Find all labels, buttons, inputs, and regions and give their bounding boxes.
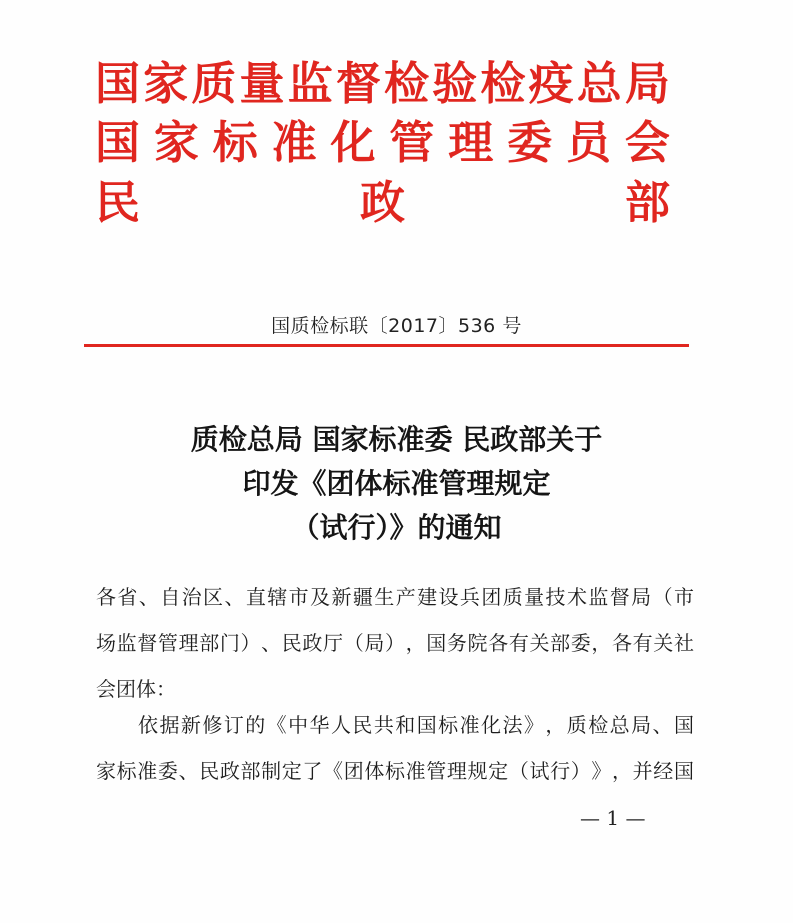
issuer-2: 国 家 标 准 化 管 理 委 员 会 [95, 116, 670, 169]
body-line-2: 场 监 督 管 理 部 门 ） 、 民 政 厅 （ 局 ） ， 国 务 院 各 有 关 部 委 ， 各 有 关 社 [96, 631, 694, 655]
page-number: — 1 — [580, 806, 646, 830]
body-line-3: 会团体： [96, 677, 176, 701]
red-divider [84, 344, 689, 347]
title-line-3: （试行）》的通知 [291, 511, 502, 544]
body-line-1: 各 省 、 自 治 区 、 直 辖 市 及 新 疆 生 产 建 设 兵 团 质 量 技 术 监 督 局 （ 市 [96, 585, 694, 609]
body-line-4: 依 据 新 修 订 的 《 中 华 人 民 共 和 国 标 准 化 法 》 ， 质 检 总 局 、 国 [138, 713, 694, 737]
issuer-1: 国 家 质 量 监 督 检 验 检 疫 总 局 [95, 57, 670, 110]
body-line-5: 家 标 准 委 、 民 政 部 制 定 了 《 团 体 标 准 管 理 规 定 （ 试 行 ） 》 ， 并 经 国 [96, 759, 694, 783]
issuer-3: 民 政 部 [95, 176, 670, 229]
title-line-1: 质检总局 国家标准委 民政部关于 [190, 423, 603, 456]
title-line-2: 印发《团体标准管理规定 [242, 467, 551, 500]
document-number: 国质检标联〔2017〕536 号 [271, 315, 522, 337]
